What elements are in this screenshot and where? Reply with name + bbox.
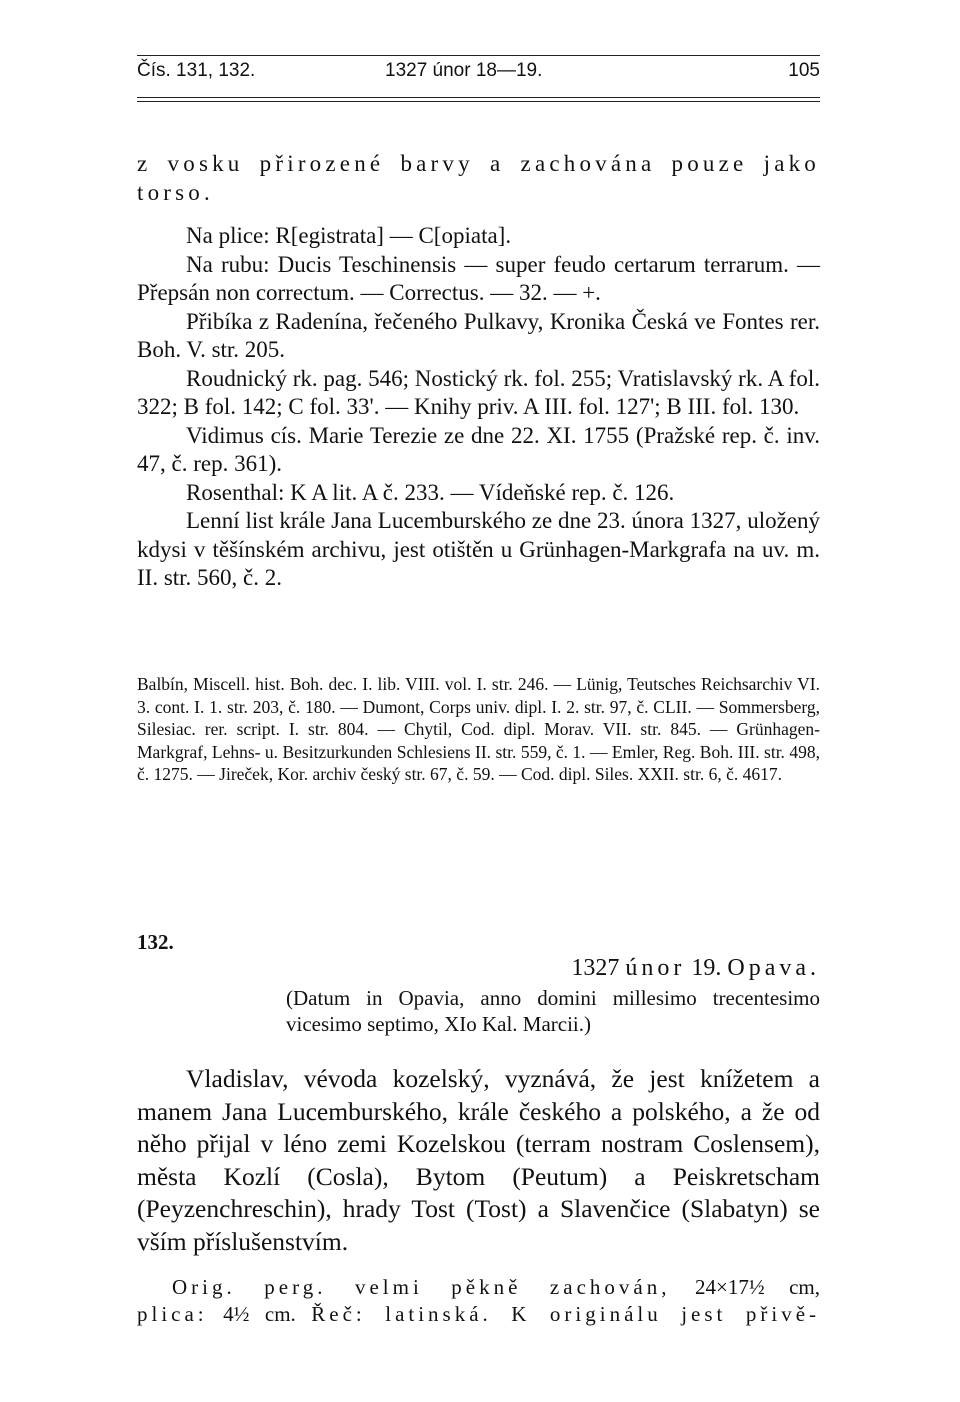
- intro-line-1: z vosku přirozené barvy a zachována pouze jako: [137, 151, 820, 176]
- intro-line-2: torso.: [137, 179, 214, 205]
- header-rule-bottom: [137, 97, 820, 102]
- orig-size: 24×17½ cm,: [694, 1275, 820, 1299]
- apparatus-paragraphs: [137, 222, 820, 593]
- entry-number: 132.: [137, 930, 174, 954]
- orig-line-2: [137, 1301, 820, 1328]
- date-year: 1327: [571, 955, 620, 981]
- paragraph-rosenthal: Rosenthal: K A lit. A č. 233. — Vídeňské rep. č. 126.: [186, 479, 675, 505]
- datum-formula: (Datum in Opavia, anno domini millesimo trecentesimo vicesimo septimo, XIo Kal. Marcii.): [286, 986, 820, 1036]
- page-number: 105: [788, 60, 820, 81]
- paragraph-plica: Na plice: R[egistrata] — C[opiata].: [186, 223, 512, 248]
- paragraph-lenni-list: Lenní list krále Jana Lucemburského ze dne 23. února 1327, uložený kdysi v těšínském archivu, jest otištěn u Grünhagen-Markgrafa na uv. m. II. str. 560, č. 2.: [137, 508, 820, 590]
- original-description: [137, 1274, 820, 1328]
- paragraph-registers: Roudnický rk. pag. 546; Nostický rk. fol. 255; Vratislavský rk. A fol. 322; B fol. 142; C fol. 33'. — Knihy priv. A III. fol. 127'; B III. fol. 130.: [137, 365, 820, 419]
- orig-plica-size: 4½ cm.: [223, 1302, 296, 1326]
- date-place: Opava.: [727, 955, 820, 981]
- date-month: únor: [625, 955, 686, 981]
- bibliography-notes: Balbín, Miscell. hist. Boh. dec. I. lib. VIII. vol. I. str. 246. — Lünig, Teutsches Reichsarchiv VI. 3. cont. I. 1. str. 203, č. 180. — Dumont, Corps univ. dipl. I. 2. str. 97, č. CLII. — Sommersberg, Silesiac. rer. script. I. str. 804. — Chytil, Cod. dipl. Morav. VII. str. 845. — Grünhagen-Markgraf, Lehns- u. Besitzurkunden Schlesiens II. str. 559, č. 1. — Emler, Reg. Boh. III. str. 498, č. 1275. — Jireček, Kor. archiv český str. 67, č. 59. — Cod. dipl. Siles. XXII. str. 6, č. 4617.: [137, 674, 820, 785]
- header-left: Čís. 131, 132.: [137, 60, 256, 81]
- running-header: [137, 60, 820, 82]
- date-day: 19.: [691, 955, 722, 981]
- paragraph-pulkava: Přibíka z Radenína, řečeného Pulkavy, Kronika Česká ve Fontes rer. Boh. V. str. 205.: [137, 308, 820, 362]
- entry-date: [571, 955, 820, 982]
- intro-text: [137, 150, 820, 207]
- header-center: 1327 únor 18—19.: [385, 60, 543, 81]
- paragraph-rubus: Na rubu: Ducis Teschinensis — super feudo certarum terrarum. — Přepsán non correctum. — Correctus. — 32. — +.: [137, 251, 820, 305]
- orig-line-1: [137, 1274, 820, 1301]
- regest-text: Vladislav, vévoda kozelský, vyznává, že jest knížetem a manem Jana Lucemburského, krále českého a polského, a že od něho přijal v léno zemi Kozelskou (terram nostram Coslensem), města Kozlí (Cosla), Bytom (Peutum) a Peiskretscham (Peyzenchreschin), hrady Tost (Tost) a Slavenčice (Slabatyn) se vším příslušenstvím.: [137, 1064, 820, 1256]
- paragraph-vidimus: Vidimus cís. Marie Terezie ze dne 22. XI. 1755 (Pražské rep. č. inv. 47, č. rep. 361).: [137, 422, 820, 476]
- orig-desc: Orig. perg. velmi pěkně zachován,: [172, 1275, 671, 1299]
- orig-language: Řeč: latinská. K originálu jest přivě-: [311, 1302, 821, 1326]
- header-rule-top: [137, 55, 820, 56]
- orig-plica-label: plica:: [137, 1302, 208, 1326]
